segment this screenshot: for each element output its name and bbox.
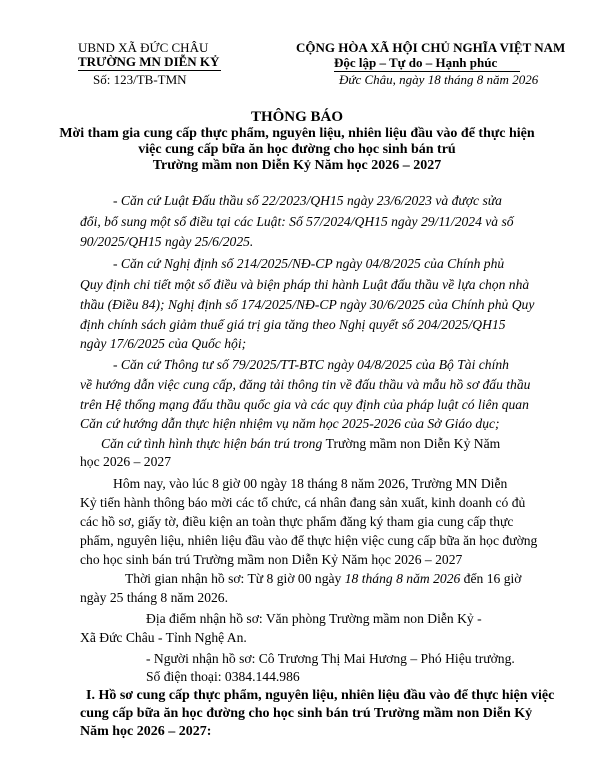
basis-2-line-4: định chính sách giảm thuế giá trị gia tăng theo Nghị quyết số 204/2025/QH15 <box>80 317 506 332</box>
phone-line: Số điện thoại: 0384.144.986 <box>146 669 300 684</box>
basis-2-line-2: Quy định chi tiết một số điều và biện pháp thi hành Luật đấu thầu về lựa chọn nhà <box>80 277 530 292</box>
situation-line-1 <box>101 434 500 454</box>
basis-2-line-5: ngày 17/6/2025 của Quốc hội; <box>80 336 247 351</box>
section-1-line-2: cung cấp bữa ăn học đường cho học sinh bán trú Trường mầm non Diễn Kỷ <box>80 706 533 721</box>
announce-line-5: cho học sinh bán trú Trường mầm non Diễn Kỷ Năm học 2026 – 2027 <box>80 552 463 567</box>
org-underline <box>78 70 221 71</box>
announce-line-2: Kỷ tiến hành thông báo mời các tổ chức, cá nhân đang sản xuất, kinh doanh có đủ <box>80 495 526 510</box>
section-1-line-3: Năm học 2026 – 2027: <box>80 724 212 739</box>
basis-3-line-3: trên Hệ thống mạng đấu thầu quốc gia và các quy định của pháp luật có liên quan <box>80 397 529 412</box>
time-line-2: ngày 25 tháng 8 năm 2026. <box>80 590 228 605</box>
place-line-2: Xã Đức Châu - Tỉnh Nghệ An. <box>80 630 247 645</box>
doc-number: Số: 123/TB-TMN <box>93 72 187 87</box>
nation-title: CỘNG HÒA XÃ HỘI CHỦ NGHĨA VIỆT NAM <box>296 40 566 55</box>
org-line-2: TRƯỜNG MN DIỄN KỶ <box>78 54 220 69</box>
notice-subtitle-3: Trường mầm non Diễn Kỷ Năm học 2026 – 2027 <box>152 158 442 173</box>
basis-3-line-4: Căn cứ hướng dẫn thực hiện nhiệm vụ năm học 2025-2026 của Sở Giáo dục; <box>80 416 500 431</box>
basis-1-line-1: - Căn cứ Luật Đấu thầu số 22/2023/QH15 ngày 23/6/2023 và được sửa <box>113 193 502 208</box>
date-line: Đức Châu, ngày 18 tháng 8 năm 2026 <box>339 72 539 87</box>
situation-italic: Căn cứ tình hình thực hiện bán trú trong <box>101 436 326 451</box>
time-suffix: đến 16 giờ <box>460 571 522 586</box>
time-date: 18 tháng 8 năm 2026 <box>344 571 461 586</box>
basis-3-line-1: - Căn cứ Thông tư số 79/2025/TT-BTC ngày 04/8/2025 của Bộ Tài chính <box>113 357 509 372</box>
place-line-1: Địa điểm nhận hồ sơ: Văn phòng Trường mầm non Diễn Kỷ - <box>146 611 482 626</box>
basis-1-line-3: 90/2025/QH15 ngày 25/6/2025. <box>80 234 254 249</box>
section-1-line-1: I. Hồ sơ cung cấp thực phẩm, nguyên liệu, nhiên liệu đầu vào để thực hiện việc <box>86 688 555 703</box>
notice-subtitle-1: Mời tham gia cung cấp thực phẩm, nguyên liệu, nhiên liệu đầu vào để thực hiện <box>59 126 535 141</box>
announce-line-1: Hôm nay, vào lúc 8 giờ 00 ngày 18 tháng 8 năm 2026, Trường MN Diễn <box>113 476 508 491</box>
receiver-line: - Người nhận hồ sơ: Cô Trương Thị Mai Hương – Phó Hiệu trưởng. <box>146 651 515 666</box>
announce-line-3: các hồ sơ, giấy tờ, điều kiện an toàn thực phẩm đăng ký tham gia cung cấp thực <box>80 514 514 529</box>
notice-heading: THÔNG BÁO <box>250 109 344 125</box>
notice-subtitle-2: việc cung cấp bữa ăn học đường cho học sinh bán trú <box>138 142 456 157</box>
time-prefix: Thời gian nhận hồ sơ: Từ 8 giờ 00 ngày <box>125 571 345 586</box>
org-line-1: UBND XÃ ĐỨC CHÂU <box>78 40 209 55</box>
motto: Độc lập – Tự do – Hạnh phúc <box>334 55 498 70</box>
basis-1-line-2: đổi, bổ sung một số điều tại các Luật: Số 57/2024/QH15 ngày 29/11/2024 và số <box>80 214 514 229</box>
situation-line-2: học 2026 – 2027 <box>80 454 171 469</box>
basis-3-line-2: về hướng dẫn việc cung cấp, đăng tải thông tin về đấu thầu và mẫu hồ sơ đấu thầu <box>80 377 531 392</box>
announce-line-4: phẩm, nguyên liệu, nhiên liệu đầu vào để thực hiện việc cung cấp bữa ăn học đường <box>80 533 538 548</box>
time-line-1 <box>125 569 521 589</box>
basis-2-line-3: thầu (Điều 84); Nghị định số 174/2025/NĐ-CP ngày 30/6/2025 của Chính phủ Quy <box>80 297 535 312</box>
situation-rest: Trường mầm non Diễn Kỷ Năm <box>325 436 501 451</box>
basis-2-line-1: - Căn cứ Nghị định số 214/2025/NĐ-CP ngày 04/8/2025 của Chính phủ <box>113 256 505 271</box>
